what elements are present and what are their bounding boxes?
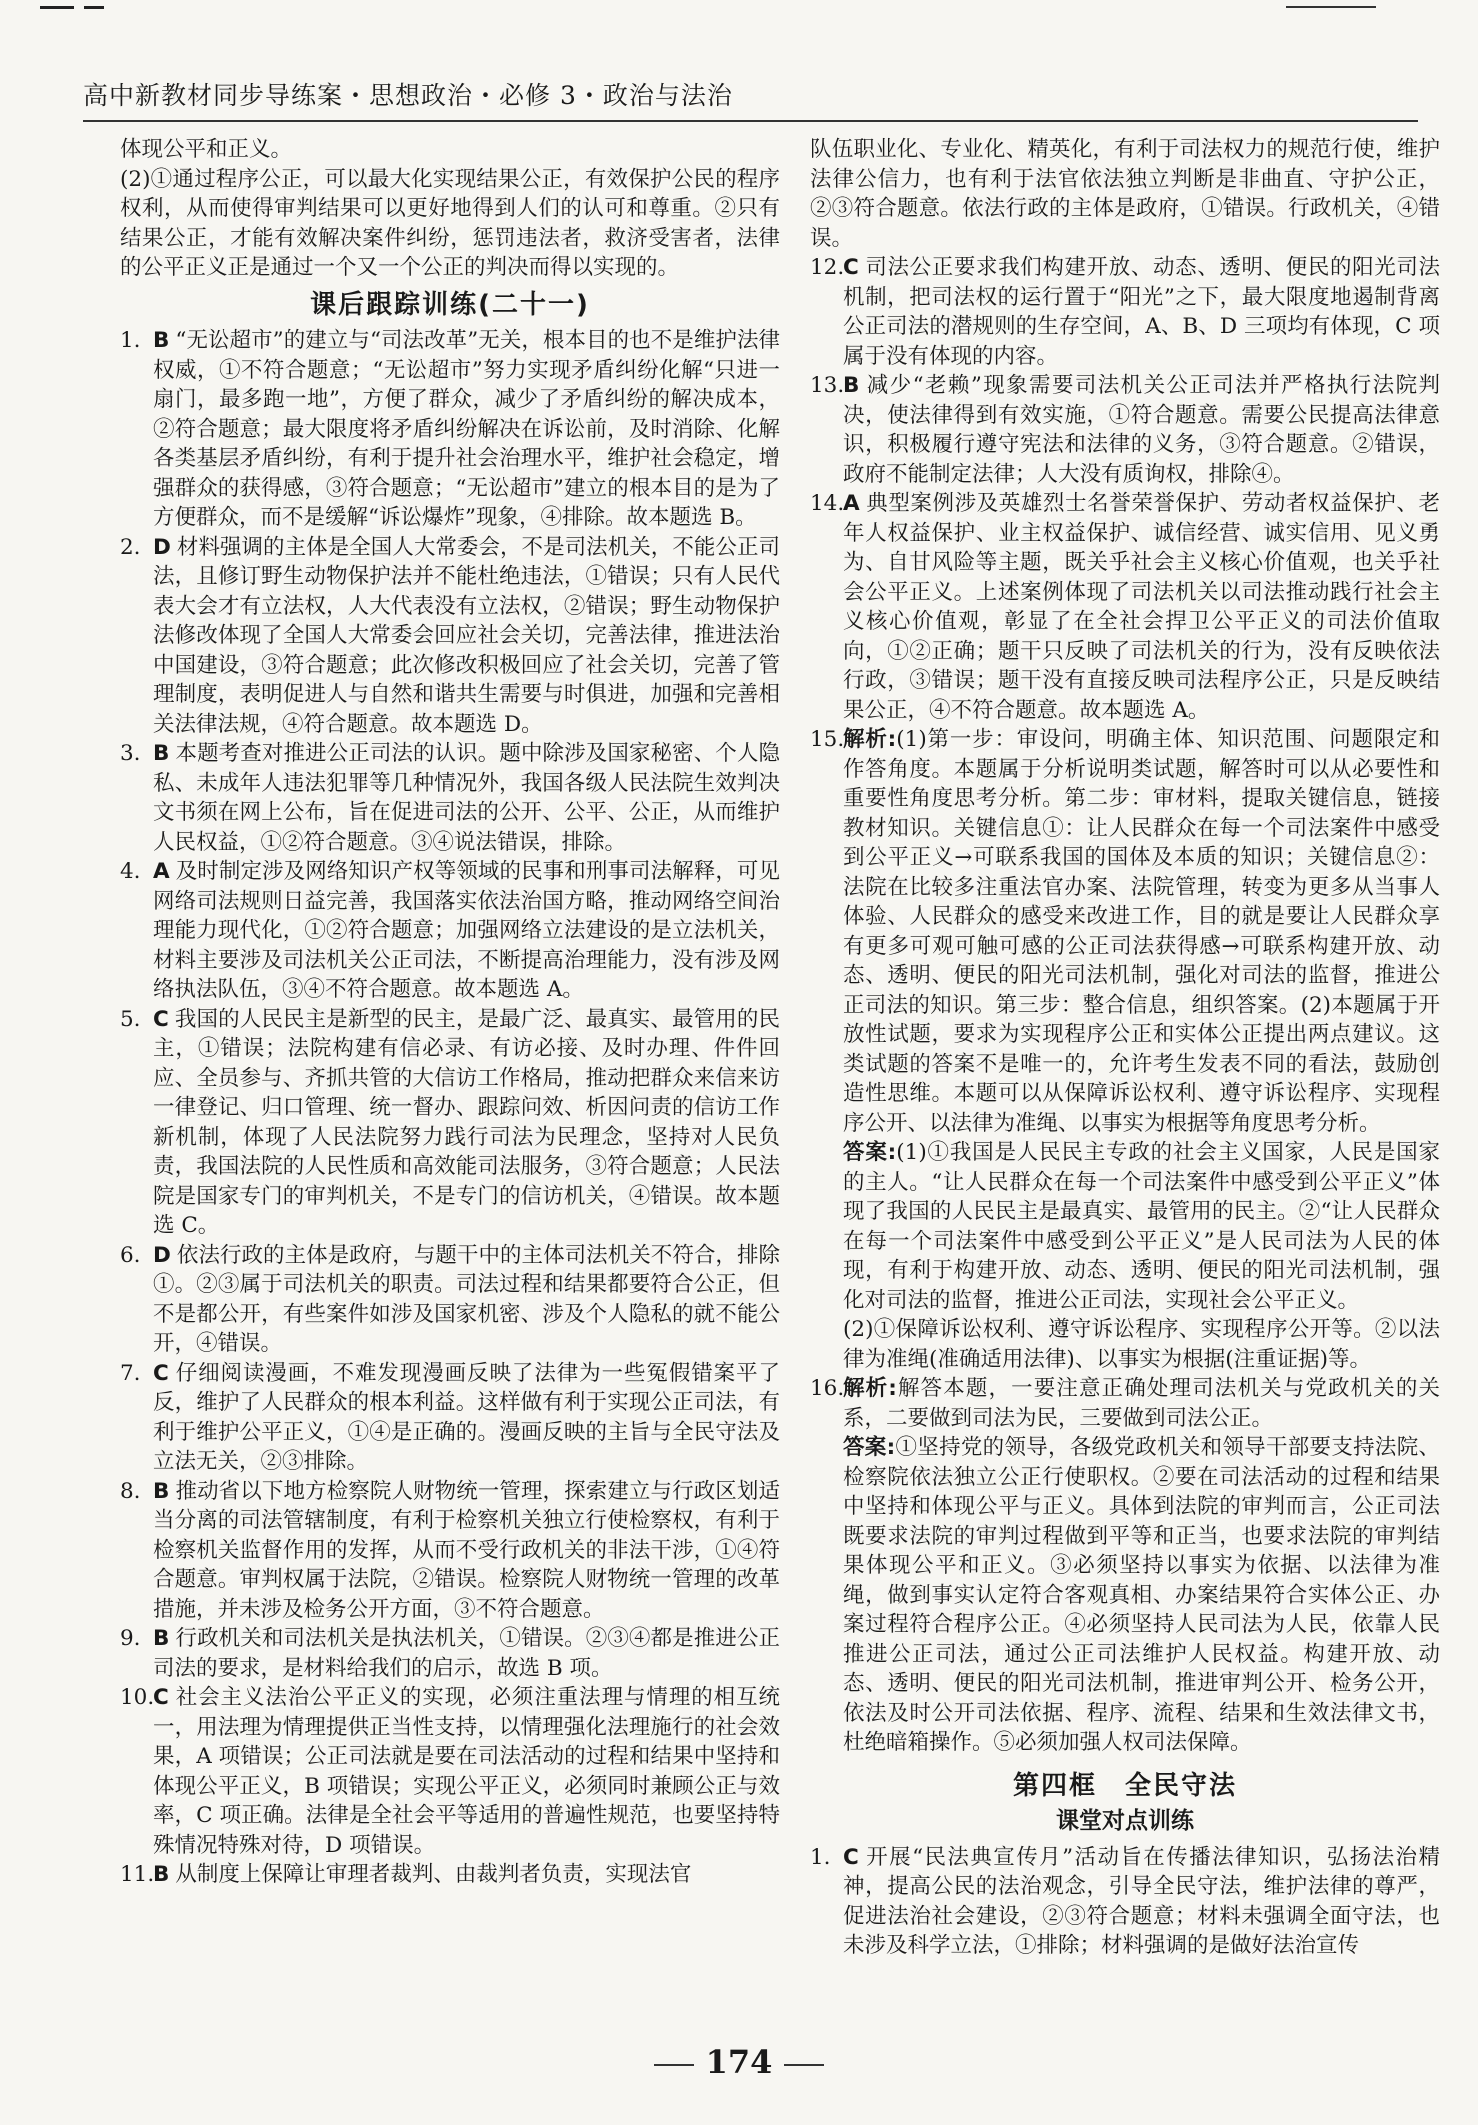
answer-item — [810, 253, 1440, 371]
item-number: 13. — [810, 373, 845, 398]
item-answer-letter: A — [153, 859, 170, 884]
item-explanation: 仔细阅读漫画，不难发现漫画反映了法律为一些冤假错案平了反，维护了人民群众的根本利益。这样做有利于实现公正司法，有利于维护公平正义，①④是正确的。漫画反映的主旨与全民守法及立法无关，②③排除。 — [153, 1360, 780, 1474]
left-answer-list — [120, 326, 780, 1890]
item-answer-letter: D — [153, 1242, 171, 1268]
top-crop-marks — [40, 6, 1440, 10]
right-column — [810, 135, 1440, 1961]
answer-item-last: 1. C 开展“民法典宣传月”活动旨在传播法律知识，弘扬法治精神，提高公民的法治观念，引导全民守法，维护法律的尊严，促进法治社会建设，②③符合题意；材料未强调全面守法，也未涉及科学立法，①排除；材料强调的是做好法治宣传 — [810, 1844, 1440, 1958]
item-number: 12. — [810, 255, 845, 280]
item-explanation: “无讼超市”的建立与“司法改革”无关，根本目的也不是维护法律权威，①不符合题意；“无讼超市”努力实现矛盾纠纷化解“只进一扇门，最多跑一地”，方便了群众，减少了矛盾纠纷的解决成本，②符合题意；最大限度将矛盾纠纷解决在诉讼前，及时消除、化解各类基层矛盾纠纷，有利于提升社会治理水平，维护社会稳定，增强群众的获得感，③符合题意；“无讼超市”建立的根本目的是为了方便群众，而不是缓解“诉讼爆炸”现象，④排除。故本题选 B。 — [153, 328, 780, 530]
item-explanation: 推动省以下地方检察院人财物统一管理，探索建立与行政区划适当分离的司法管辖制度，有利于检察机关独立行使检察权，有利于检察机关监督作用的发挥，从而不受行政机关的非法干涉，①④符合题意。审判权属于法院，②错误。检察院人财物统一管理的改革措施，并未涉及检务公开方面，③不符合题意。 — [153, 1478, 780, 1622]
intro-paragraph-2: (2)①通过程序公正，可以最大化实现结果公正，有效保护公民的程序权利，从而使得审判结果可以更好地得到人们的认可和尊重。②只有结果公正，才能有效解决案件纠纷，惩罚违法者，救济受害者，法律的公平正义正是通过一个又一个公正的判决而得以实现的。 — [120, 166, 780, 280]
item-explanation: 典型案例涉及英雄烈士名誉荣誉保护、劳动者权益保护、老年人权益保护、业主权益保护、诚信经营、诚实信用、见义勇为、自甘风险等主题，既关乎社会主义核心价值观，也关乎社会公平正义。上述案例体现了司法机关以司法推动践行社会主义核心价值观，彰显了在全社会捍卫公平正义的司法价值取向，①②正确；题干只反映了司法机关的行为，没有反映依法行政，③错误；题干没有直接反映司法程序公正，只是反映结果公正，④不符合题意。故本题选 A。 — [843, 491, 1440, 723]
item-answer-letter: B — [843, 373, 860, 398]
item-explanation: 我国的人民民主是新型的民主，是最广泛、最真实、最管用的民主，①错误；法院构建有信必录、有访必接、及时办理、件件回应、全员参与、齐抓共管的大信访工作格局，推动把群众来信来访一律登记、归口管理、统一督办、跟踪问效、析因问责的信访工作新机制，体现了人民法院努力践行司法为民理念，坚持对人民负责，我国法院的人民性质和高效能司法服务，③符合题意；人民法院是国家专门的审判机关，不是专门的信访机关，④错误。故本题选 C。 — [153, 1006, 780, 1238]
item-explanation: 材料强调的主体是全国人大常委会，不是司法机关，不能公正司法，且修订野生动物保护法并不能杜绝违法，①错误；只有人民代表大会才有立法权，人大代表没有立法权，②错误；野生动物保护法修改体现了全国人大常委会回应社会关切，完善法律，推进法治中国建设，③符合题意；此次修改积极回应了社会关切，完善了管理制度，表明促进人与自然和谐共生需要与时俱进，加强和完善相关法律法规，④符合题意。故本题选 D。 — [153, 534, 780, 737]
item-number: 3. — [120, 741, 141, 766]
item-explanation: 社会主义法治公平正义的实现，必须注重法理与情理的相互统一，用法理为情理提供正当性支持，以情理强化法理施行的社会效果，A 项错误；公正司法就是要在司法活动的过程和结果中坚持和体现公平正义，B 项错误；实现公平正义，必须同时兼顾公正与效率，C 项正确。法律是全社会平等适用的普遍性规范，也要坚持特殊情况特殊对待，D 项错误。 — [153, 1685, 780, 1858]
item-answer-letter: A — [843, 491, 860, 516]
item-number: 2. — [120, 534, 141, 560]
right-answer-list — [810, 253, 1440, 725]
item-answer-letter: B — [153, 1478, 170, 1504]
section-title-lesson-4: 第四框 全民守法 — [1012, 1770, 1237, 1801]
item-answer-letter: B — [153, 741, 170, 766]
section-subtitle-class-practice: 课堂对点训练 — [1056, 1808, 1194, 1834]
answer-item — [120, 1624, 780, 1683]
item-answer-letter: D — [153, 534, 171, 560]
item-number: 14. — [810, 491, 845, 516]
answer-item — [120, 533, 780, 740]
answer-item — [120, 326, 780, 533]
intro-line-1: 体现公平和正义。 — [120, 137, 293, 162]
answer-15-part1: (1)①我国是人民民主专政的社会主义国家，人民是国家的主人。“让人民群众在每一个司法案件中感受到公平正义”体现了我国的人民民主是最真实、最管用的民主。②“让人民群众在每一个司法案件中感受到公平正义”是人民司法为人民的体现，有利于构建开放、动态、透明、便民的阳光司法机制，强化对司法的监督，推进公正司法，实现社会公平正义。 — [843, 1140, 1440, 1313]
answer-item — [810, 489, 1440, 725]
analysis-15: (1)第一步：审设问，明确主体、知识范围、问题限定和作答角度。本题属于分析说明类试题，解答时可以从必要性和重要性角度思考分析。第二步：审材料，提取关键信息，链接教材知识。关键信息①：让人民群众在每一个司法案件中感受到公平正义→可联系我国的国体及本质的知识；关键信息②：法院在比较多注重法官办案、法院管理，转变为更多从当事人体验、人民群众的感受来改进工作，目的就是要让人民群众享有更多可观可触可感的公正司法获得感→可联系构建开放、动态、透明、便民的阳光司法机制，强化对司法的监督，推进公正司法的知识。第三步：整合信息，组织答案。(2)本题属于开放性试题，要求为实现程序公正和实体公正提出两点建议。这类试题的答案不是唯一的，允许考生发表不同的看法，鼓励创造性思维。本题可以从保障诉讼权利、遵守诉讼程序、实现程序公开、以法律为准绳、以事实为根据等角度思考分析。 — [843, 727, 1440, 1136]
item-number: 11. — [120, 1862, 155, 1887]
item-number: 5. — [120, 1006, 141, 1032]
answer-item — [120, 1241, 780, 1359]
answer-item — [120, 1359, 780, 1477]
item-number: 6. — [120, 1242, 141, 1268]
item-explanation: 减少“老赖”现象需要司法机关公正司法并严格执行法院判决，使法律得到有效实施，①符合题意。需要公民提高法律意识，积极履行遵守宪法和法律的义务，③符合题意。②错误，政府不能制定法律；人大没有质询权，排除④。 — [843, 373, 1440, 487]
answer-16: ①坚持党的领导，各级党政机关和领导干部要支持法院、检察院依法独立公正行使职权。②要在司法活动的过程和结果中坚持和体现公平与正义。具体到法院的审判而言，公正司法既要求法院的审判过程做到平等和正当，也要求法院的审判结果体现公平和正义。③必须坚持以事实为依据、以法律为准绳，做到事实认定符合客观真相、办案结果符合实体公正、办案过程符合程序公正。④必须坚持人民司法为人民，依靠人民推进公正司法，通过公正司法维护人民权益。构建开放、动态、透明、便民的阳光司法机制，推进审判公开、检务公开，依法及时公开司法依据、程序、流程、结果和生效法律文书，杜绝暗箱操作。⑤必须加强人权司法保障。 — [843, 1435, 1440, 1755]
answer-15-part2: (2)①保障诉讼权利、遵守诉讼程序、实现程序公开等。②以法律为准绳(准确适用法律)、以事实为根据(注重证据)等。 — [843, 1317, 1440, 1372]
item-answer-letter: B — [153, 1626, 170, 1651]
item-answer-letter: C — [843, 255, 859, 280]
running-header: 高中新教材同步导练案・思想政治・必修 3・政治与法治 — [83, 76, 1418, 122]
page-number: 174 — [0, 2043, 1478, 2081]
answer-item-15: 15. 解析:(1)第一步：审设问，明确主体、知识范围、问题限定和作答角度。本题属于分析说明类试题，解答时可以从必要性和重要性角度思考分析。第二步：审材料，提取关键信息，链接教材知识。关键信息①：让人民群众在每一个司法案件中感受到公平正义→可联系我国的国体及本质的知识；关键信息②：法院在比较多注重法官办案、法院管理，转变为更多从当事人体验、人民群众的感受来改进工作，目的就是要让人民群众享有更多可观可触可感的公正司法获得感→可联系构建开放、动态、透明、便民的阳光司法机制，强化对司法的监督，推进公正司法的知识。第三步：整合信息，组织答案。(2)本题属于开放性试题，要求为实现程序公正和实体公正提出两点建议。这类试题的答案不是唯一的，允许考生发表不同的看法，鼓励创造性思维。本题可以从保障诉讼权利、遵守诉讼程序、实现程序公开、以法律为准绳、以事实为根据等角度思考分析。 答案:(1)①我国是人民民主专政的社会主义国家，人民是国家的主人。“让人民群众在每一个司法案件中感受到公平正义”体现了我国的人民民主是最真实、最管用的民主。②“让人民群众在每一个司法案件中感受到公平正义”是人民司法为人民的体现，有利于构建开放、动态、透明、便民的阳光司法机制，强化对司法的监督，推进公正司法，实现社会公平正义。 (2)①保障诉讼权利、遵守诉讼程序、实现程序公开等。②以法律为准绳(准确适用法律)、以事实为根据(注重证据)等。 — [810, 725, 1440, 1374]
answer-item — [120, 1477, 780, 1625]
answer-item — [120, 1683, 780, 1860]
item-number: 7. — [120, 1360, 141, 1386]
answer-item-16: 16. 解析:解答本题，一要注意正确处理司法机关与党政机关的关系，二要做到司法为民，三要做到司法公正。 答案:①坚持党的领导，各级党政机关和领导干部要支持法院、检察院依法独立公正行使职权。②要在司法活动的过程和结果中坚持和体现公平与正义。具体到法院的审判而言，公正司法既要求法院的审判过程做到平等和正当，也要求法院的审判结果体现公平和正义。③必须坚持以事实为依据、以法律为准绳，做到事实认定符合客观真相、办案结果符合实体公正、办案过程符合程序公正。④必须坚持人民司法为人民，依靠人民推进公正司法，通过公正司法维护人民权益。构建开放、动态、透明、便民的阳光司法机制，推进审判公开、检务公开，依法及时公开司法依据、程序、流程、结果和生效法律文书，杜绝暗箱操作。⑤必须加强人权司法保障。 — [810, 1376, 1440, 1755]
item-answer-letter: C — [153, 1360, 169, 1386]
continued-answer-11: 队伍职业化、专业化、精英化，有利于司法权力的规范行使，维护法律公信力，也有利于法官依法独立判断是非曲直、守护公正，②③符合题意。依法行政的主体是政府，①错误。行政机关，④错误。 — [810, 137, 1440, 251]
item-explanation: 行政机关和司法机关是执法机关，①错误。②③④都是推进公正司法的要求，是材料给我们的启示，故选 B 项。 — [153, 1626, 780, 1681]
item-explanation: 及时制定涉及网络知识产权等领域的民事和刑事司法解释，可见网络司法规则日益完善，我国落实依法治国方略，推动网络空间治理能力现代化，①②符合题意；加强网络立法建设的是立法机关，材料主要涉及司法机关公正司法，不断提高治理能力，没有涉及网络执法队伍，③④不符合题意。故本题选 A。 — [153, 859, 780, 1002]
answer-item — [120, 739, 780, 857]
item-explanation: 司法公正要求我们构建开放、动态、透明、便民的阳光司法机制，把司法权的运行置于“阳光”之下，最大限度地遏制背离公正司法的潜规则的生存空间，A、B、D 三项均有体现，C 项属于没有体现的内容。 — [843, 255, 1440, 369]
item-explanation: 依法行政的主体是政府，与题干中的主体司法机关不符合，排除①。②③属于司法机关的职责。司法过程和结果都要符合公正，但不是都公开，有些案件如涉及国家机密、涉及个人隐私的就不能公开，④错误。 — [153, 1242, 780, 1356]
item-answer-letter: C — [153, 1006, 169, 1032]
answer-item — [120, 1005, 780, 1241]
item-explanation: 从制度上保障让审理者裁判、由裁判者负责，实现法官 — [175, 1862, 692, 1887]
item-answer-letter: B — [153, 1862, 170, 1887]
item-number: 1. — [120, 328, 141, 353]
analysis-16: 解答本题，一要注意正确处理司法机关与党政机关的关系，二要做到司法为民，三要做到司法公正。 — [843, 1376, 1440, 1431]
item-number: 4. — [120, 859, 141, 884]
item-number: 8. — [120, 1478, 141, 1504]
left-column — [120, 135, 780, 1890]
answer-item — [810, 371, 1440, 489]
item-explanation: 本题考查对推进公正司法的认识。题中除涉及国家秘密、个人隐私、未成年人违法犯罪等几种情况外，我国各级人民法院生效判决文书须在网上公布，旨在促进司法的公开、公平、公正，从而维护人民权益，①②符合题意。③④说法错误，排除。 — [153, 741, 780, 855]
item-answer-letter: B — [153, 328, 170, 353]
answer-item — [120, 1860, 780, 1890]
item-number: 9. — [120, 1626, 141, 1651]
item-number: 10. — [120, 1685, 155, 1710]
section-title-exercise-21: 课后跟踪训练(二十一) — [310, 289, 590, 320]
answer-item — [120, 857, 780, 1005]
item-answer-letter: C — [153, 1685, 169, 1710]
